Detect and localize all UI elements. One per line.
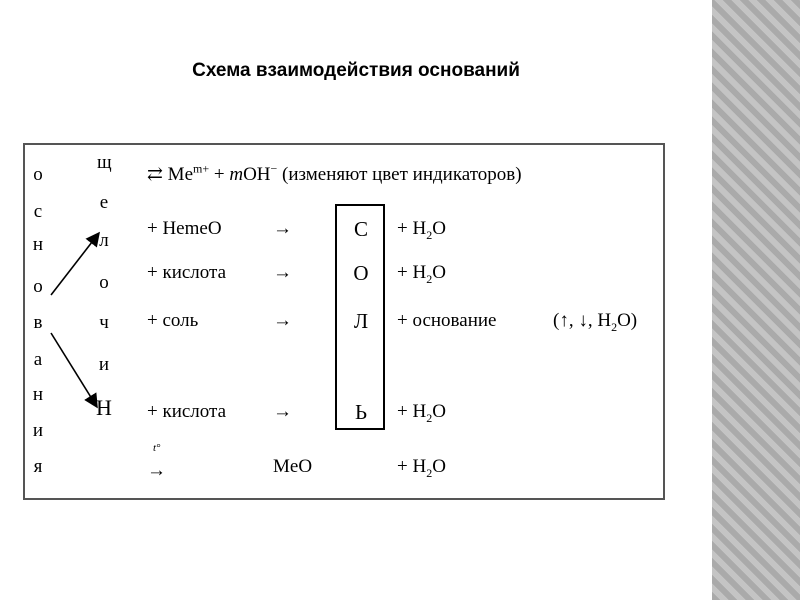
salt-reaction-note: (↑, ↓, $H_2O$) bbox=[553, 310, 638, 334]
reagent-acid: + кислота bbox=[147, 401, 226, 422]
salt-letter: Ь bbox=[354, 400, 368, 424]
bases-letter: я bbox=[33, 456, 43, 477]
arrow-to-insoluble bbox=[51, 333, 97, 407]
reagent-acid: + кислота bbox=[147, 262, 226, 283]
alkali-letter: о bbox=[99, 272, 109, 293]
equilibrium-arrow: ⇄ bbox=[147, 164, 163, 185]
bases-letter: а bbox=[33, 349, 43, 370]
bases-letter: о bbox=[33, 276, 43, 297]
decorative-side-panel bbox=[712, 0, 800, 600]
product-metal-oxide: MeO bbox=[273, 456, 313, 477]
bases-letter: о bbox=[33, 164, 43, 185]
insoluble-base-letter: Н bbox=[96, 395, 112, 420]
interaction-scheme bbox=[23, 143, 665, 500]
bases-letter: с bbox=[33, 201, 43, 222]
slide-title: Схема взаимодействия оснований bbox=[192, 60, 520, 81]
product-water: + $H_2O$ bbox=[397, 218, 446, 242]
salt-letter: О bbox=[353, 261, 369, 285]
dissociation-row: ⇄ $Me^{m+} + mOH^-$ (изменяют цвет индикаторов) bbox=[147, 161, 522, 185]
alkali-letter: ч bbox=[99, 312, 109, 333]
product-water: + $H_2O$ bbox=[397, 456, 446, 480]
reaction-arrow: → bbox=[273, 262, 292, 283]
product-water: + $H_2O$ bbox=[397, 262, 446, 286]
arrow-to-alkali bbox=[51, 233, 99, 295]
product-base: + основание bbox=[397, 310, 497, 331]
indicator-note: (изменяют цвет индикаторов) bbox=[282, 164, 522, 185]
reaction-arrow: → bbox=[273, 310, 292, 331]
salt-letter: Л bbox=[353, 309, 369, 333]
temperature-label: t° bbox=[153, 442, 161, 454]
bases-letter: в bbox=[33, 312, 43, 333]
bases-letter: и bbox=[32, 420, 44, 441]
bases-letter: н bbox=[32, 234, 44, 255]
branch-arrows bbox=[25, 145, 145, 445]
reaction-arrow: → bbox=[273, 218, 292, 239]
alkali-letter: е bbox=[99, 192, 109, 213]
alkali-letter: щ bbox=[97, 152, 112, 173]
metal-charge: m+ bbox=[193, 161, 210, 176]
bases-letter: н bbox=[32, 384, 44, 405]
reagent-nonmetal-oxide: + НеmeO bbox=[147, 218, 222, 239]
heating-arrow: → bbox=[147, 460, 166, 481]
alkali-letter: л bbox=[99, 230, 109, 251]
alkali-letter: и bbox=[98, 354, 110, 375]
reaction-arrow: → bbox=[273, 401, 292, 422]
salt-letter: С bbox=[353, 217, 368, 241]
product-water: + $H_2O$ bbox=[397, 401, 446, 425]
reagent-salt: + соль bbox=[147, 310, 199, 331]
